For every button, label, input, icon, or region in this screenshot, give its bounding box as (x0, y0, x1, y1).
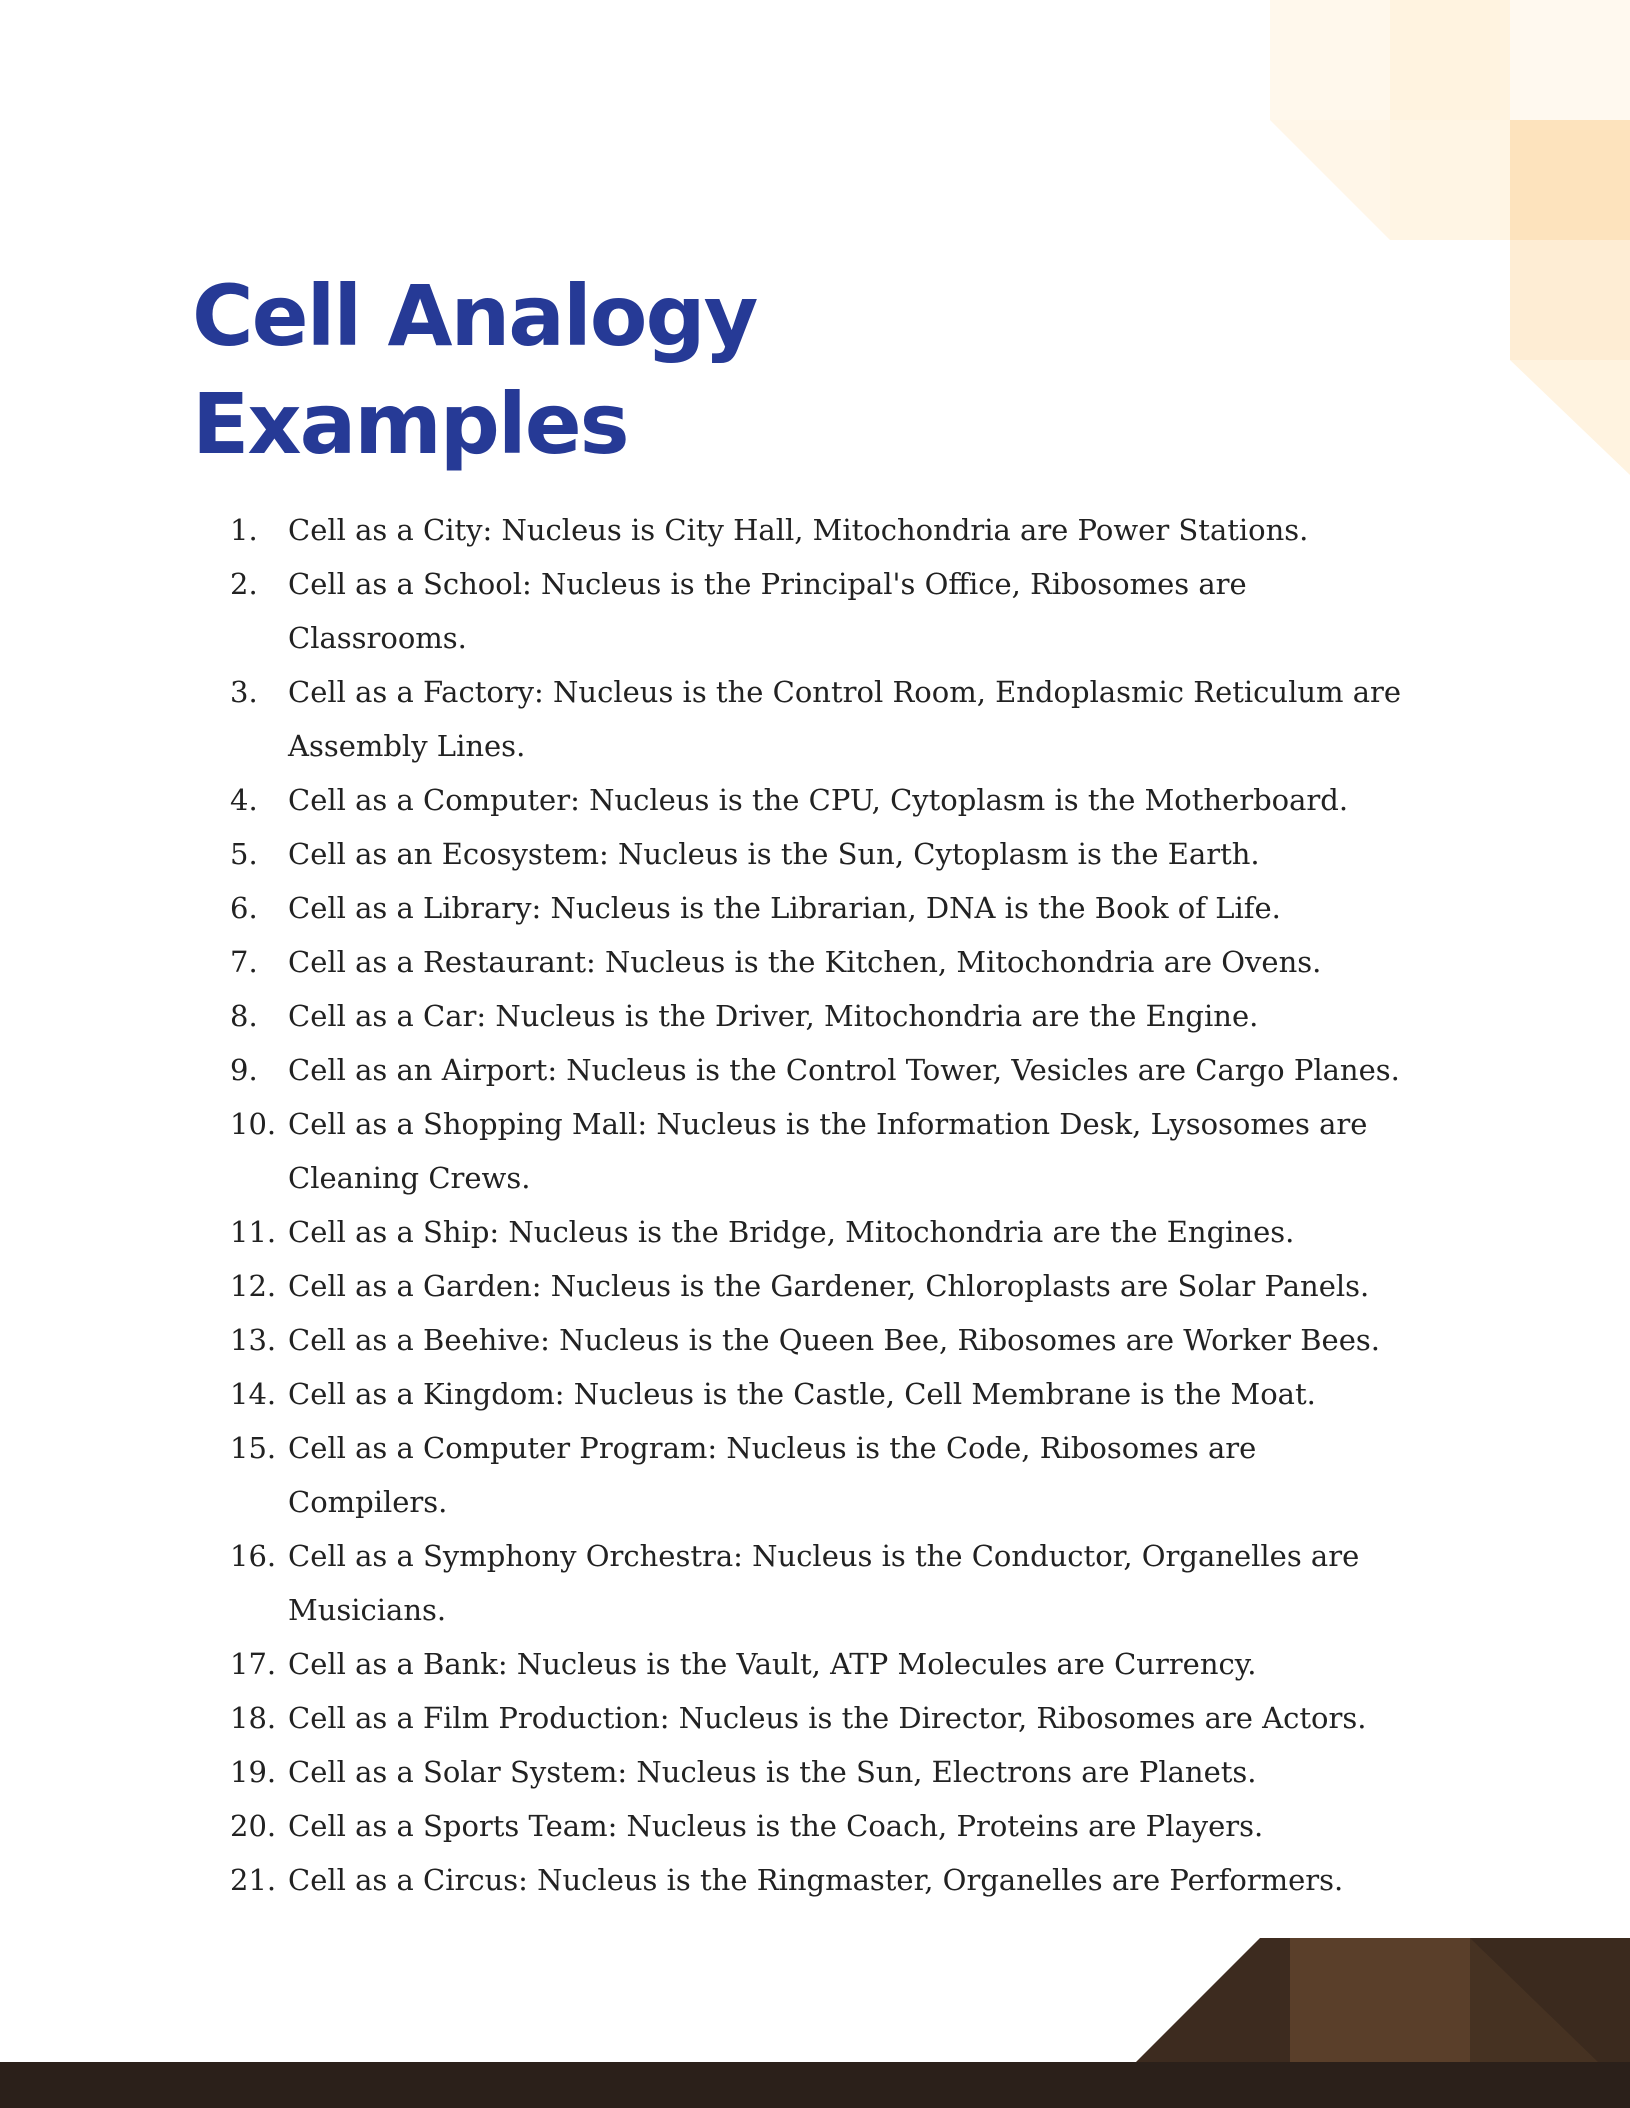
list-item (230, 1205, 1410, 1259)
list-item (230, 1529, 1410, 1637)
list-item-number: 13. (230, 1323, 277, 1357)
list-item (230, 827, 1410, 881)
list-item-text: Cell as a Computer: Nucleus is the CPU, Cytoplasm is the Motherboard. (288, 783, 1349, 817)
list-item-text: Cell as a Garden: Nucleus is the Gardener, Chloroplasts are Solar Panels. (288, 1269, 1370, 1303)
list-item-number: 4. (230, 783, 258, 817)
list-item-text: Cell as a School: Nucleus is the Principal's Office, Ribosomes are Classrooms. (288, 567, 1247, 655)
analogy-list (230, 503, 1410, 1907)
list-item-number: 19. (230, 1755, 277, 1789)
list-item-text: Cell as a Circus: Nucleus is the Ringmaster, Organelles are Performers. (288, 1863, 1344, 1897)
list-item (230, 1691, 1410, 1745)
list-item (230, 881, 1410, 935)
list-item-number: 2. (230, 567, 258, 601)
list-item-number: 9. (230, 1053, 258, 1087)
list-item (230, 1367, 1410, 1421)
list-item (230, 989, 1410, 1043)
list-item (230, 1799, 1410, 1853)
list-item (230, 1313, 1410, 1367)
list-item-text: Cell as a Computer Program: Nucleus is the Code, Ribosomes are Compilers. (288, 1431, 1257, 1519)
list-item-text: Cell as an Ecosystem: Nucleus is the Sun, Cytoplasm is the Earth. (288, 837, 1260, 871)
list-item-text: Cell as a Library: Nucleus is the Librarian, DNA is the Book of Life. (288, 891, 1281, 925)
list-item-text: Cell as a Bank: Nucleus is the Vault, ATP Molecules are Currency. (288, 1647, 1257, 1681)
list-item-number: 11. (230, 1215, 277, 1249)
list-item-number: 12. (230, 1269, 277, 1303)
list-item-text: Cell as a Shopping Mall: Nucleus is the Information Desk, Lysosomes are Cleaning Crews. (288, 1107, 1368, 1195)
list-item-number: 3. (230, 675, 258, 709)
list-item-number: 8. (230, 999, 258, 1033)
list-item (230, 1421, 1410, 1529)
list-item-number: 6. (230, 891, 258, 925)
list-item-text: Cell as a Restaurant: Nucleus is the Kitchen, Mitochondria are Ovens. (288, 945, 1322, 979)
list-item-text: Cell as a Solar System: Nucleus is the Sun, Electrons are Planets. (288, 1755, 1257, 1789)
list-item (230, 1637, 1410, 1691)
list-item (230, 503, 1410, 557)
list-item (230, 935, 1410, 989)
list-item (230, 1853, 1410, 1907)
list-item-number: 5. (230, 837, 258, 871)
top-right-decoration (1270, 0, 1630, 480)
list-item-text: Cell as a Beehive: Nucleus is the Queen Bee, Ribosomes are Worker Bees. (288, 1323, 1380, 1357)
list-item-text: Cell as a Symphony Orchestra: Nucleus is the Conductor, Organelles are Musicians. (288, 1539, 1360, 1627)
list-item (230, 1043, 1410, 1097)
list-item-number: 14. (230, 1377, 277, 1411)
list-item-text: Cell as an Airport: Nucleus is the Control Tower, Vesicles are Cargo Planes. (288, 1053, 1400, 1087)
list-item-text: Cell as a Film Production: Nucleus is the Director, Ribosomes are Actors. (288, 1701, 1367, 1735)
list-item-text: Cell as a Ship: Nucleus is the Bridge, Mitochondria are the Engines. (288, 1215, 1295, 1249)
page-title (192, 262, 756, 478)
list-item (230, 665, 1410, 773)
list-item (230, 773, 1410, 827)
list-item-number: 16. (230, 1539, 277, 1573)
list-item (230, 1745, 1410, 1799)
list-item-number: 20. (230, 1809, 277, 1843)
list-item (230, 1259, 1410, 1313)
list-item-number: 15. (230, 1431, 277, 1465)
list-item-number: 21. (230, 1863, 277, 1897)
list-item-text: Cell as a Kingdom: Nucleus is the Castle, Cell Membrane is the Moat. (288, 1377, 1316, 1411)
list-item-text: Cell as a Sports Team: Nucleus is the Coach, Proteins are Players. (288, 1809, 1264, 1843)
list-item-number: 10. (230, 1107, 277, 1141)
page-title-line-2: Examples (192, 375, 628, 473)
list-item-text: Cell as a Factory: Nucleus is the Control Room, Endoplasmic Reticulum are Assembly Lines. (288, 675, 1402, 763)
page-title-line-1: Cell Analogy (192, 267, 757, 365)
list-item-text: Cell as a City: Nucleus is City Hall, Mitochondria are Power Stations. (288, 513, 1309, 547)
list-item-text: Cell as a Car: Nucleus is the Driver, Mitochondria are the Engine. (288, 999, 1259, 1033)
list-item-number: 17. (230, 1647, 277, 1681)
list-item-number: 7. (230, 945, 258, 979)
footer-bar (0, 2062, 1630, 2108)
list-item-number: 1. (230, 513, 258, 547)
list-item (230, 1097, 1410, 1205)
list-item (230, 557, 1410, 665)
list-item-number: 18. (230, 1701, 277, 1735)
